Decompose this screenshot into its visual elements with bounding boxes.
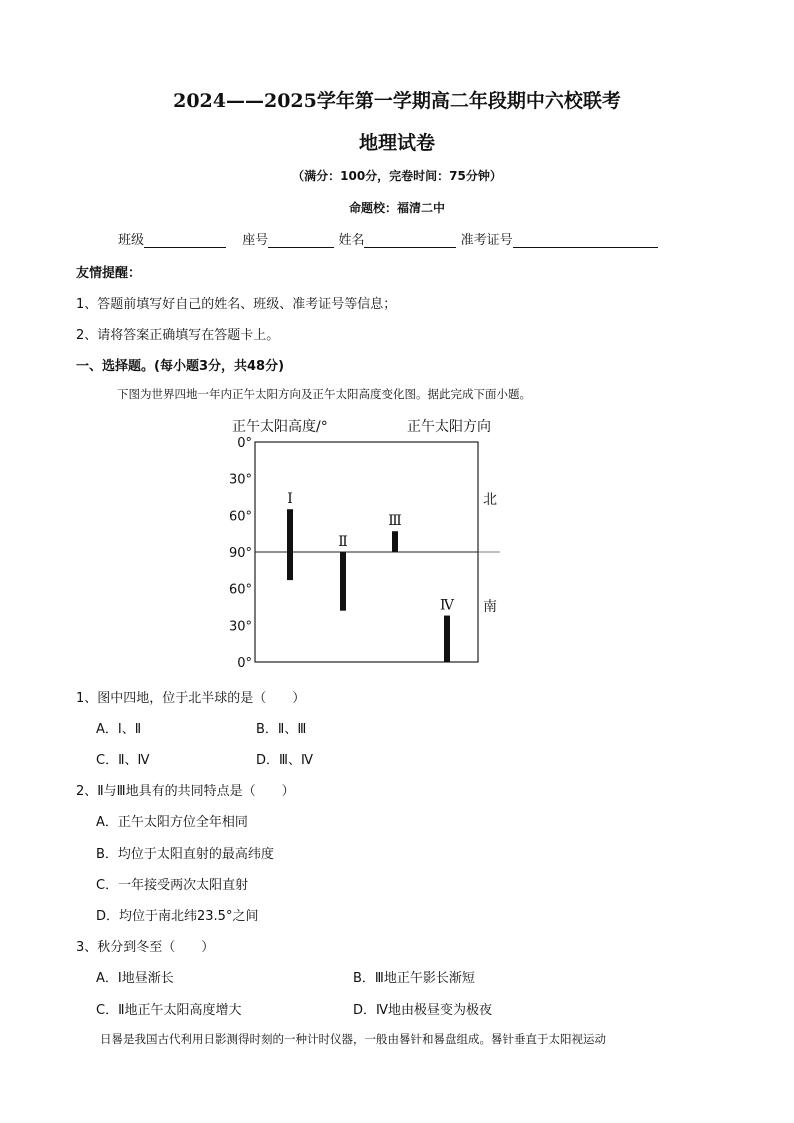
exam-id-field[interactable] <box>513 233 658 248</box>
tick-label: 30° <box>228 472 252 488</box>
chart-right-label: 正午太阳方向 <box>407 419 491 435</box>
section-intro: 下图为世界四地一年内正午太阳方向及正午太阳高度变化图。据此完成下面小题。 <box>117 387 531 401</box>
question-2-option-d[interactable]: D．均位于南北纬23.5°之间 <box>96 909 259 924</box>
chart-bars <box>287 491 455 662</box>
tick-label: 0° <box>237 656 252 671</box>
exam-id-label: 准考证号 <box>460 233 513 248</box>
question-1-option-b[interactable]: B．Ⅱ、Ⅲ <box>256 722 307 737</box>
question-1-option-d[interactable]: D．Ⅲ、Ⅳ <box>256 753 313 768</box>
tick-label: 0° <box>237 436 252 451</box>
question-2-stem: 2、Ⅱ与Ⅲ地具有的共同特点是（ ） <box>76 784 295 799</box>
bar-label-2: Ⅱ <box>338 534 348 550</box>
bar-2 <box>340 552 346 611</box>
tick-label: 90° <box>228 546 252 561</box>
class-field[interactable] <box>144 233 226 248</box>
seat-label: 座号 <box>242 233 269 248</box>
reminder-item-1: 1、答题前填写好自己的姓名、班级、准考证号等信息； <box>76 297 397 312</box>
question-2-option-b[interactable]: B．均位于太阳直射的最高纬度 <box>96 847 274 862</box>
chart-ylabel: 正午太阳高度/° <box>232 419 328 435</box>
question-3-option-b[interactable]: B．Ⅲ地正午影长渐短 <box>353 971 475 986</box>
reminder-heading: 友情提醒： <box>76 266 142 281</box>
next-passage-text: 日晷是我国古代利用日影测得时刻的一种计时仪器，一般由晷针和晷盘组成。晷针垂直于太阳视运动 <box>100 1032 606 1046</box>
name-label: 姓名 <box>338 233 365 248</box>
bar-label-4: Ⅳ <box>440 597 454 614</box>
seat-field[interactable] <box>268 233 334 248</box>
exam-title: 2024——2025学年第一学期高二年段期中六校联考 <box>173 90 621 112</box>
tick-label: 30° <box>228 619 252 635</box>
name-field[interactable] <box>364 233 456 248</box>
question-1-option-a[interactable]: A．Ⅰ、Ⅱ <box>96 722 142 737</box>
question-1-option-c[interactable]: C．Ⅱ、Ⅳ <box>96 753 150 768</box>
chart-ticks <box>229 436 252 671</box>
question-2-option-a[interactable]: A．正午太阳方位全年相同 <box>96 815 248 830</box>
tick-label: 60° <box>228 582 252 598</box>
bar-4 <box>444 616 450 662</box>
question-3-option-d[interactable]: D．Ⅳ地由极昼变为极夜 <box>353 1003 493 1018</box>
exam-subtitle: 地理试卷 <box>358 132 435 154</box>
question-3-option-c[interactable]: C．Ⅱ地正午太阳高度增大 <box>96 1003 242 1018</box>
school-info: 命题校：福清二中 <box>348 201 445 215</box>
bar-3 <box>392 531 398 552</box>
bar-label-1: Ⅰ <box>287 491 293 508</box>
reminder-item-2: 2、请将答案正确填写在答题卡上。 <box>76 328 280 343</box>
sun-altitude-chart <box>220 410 530 675</box>
question-2-option-c[interactable]: C．一年接受两次太阳直射 <box>96 878 249 893</box>
bar-label-3: Ⅲ <box>388 513 402 530</box>
bar-1 <box>287 509 293 580</box>
north-label: 北 <box>483 492 497 508</box>
question-3-option-a[interactable]: A．Ⅰ地昼渐长 <box>96 971 174 986</box>
question-1-stem: 1、图中四地，位于北半球的是（ ） <box>76 691 306 706</box>
student-info-fields <box>118 229 658 248</box>
tick-label: 60° <box>228 509 252 525</box>
question-3-stem: 3、秋分到冬至（ ） <box>76 940 215 955</box>
score-info: （满分：100分，完卷时间：75分钟） <box>292 169 502 183</box>
section-heading: 一、选择题。(每小题3分，共48分) <box>76 359 285 374</box>
south-label: 南 <box>483 599 497 615</box>
class-label: 班级 <box>118 233 145 248</box>
